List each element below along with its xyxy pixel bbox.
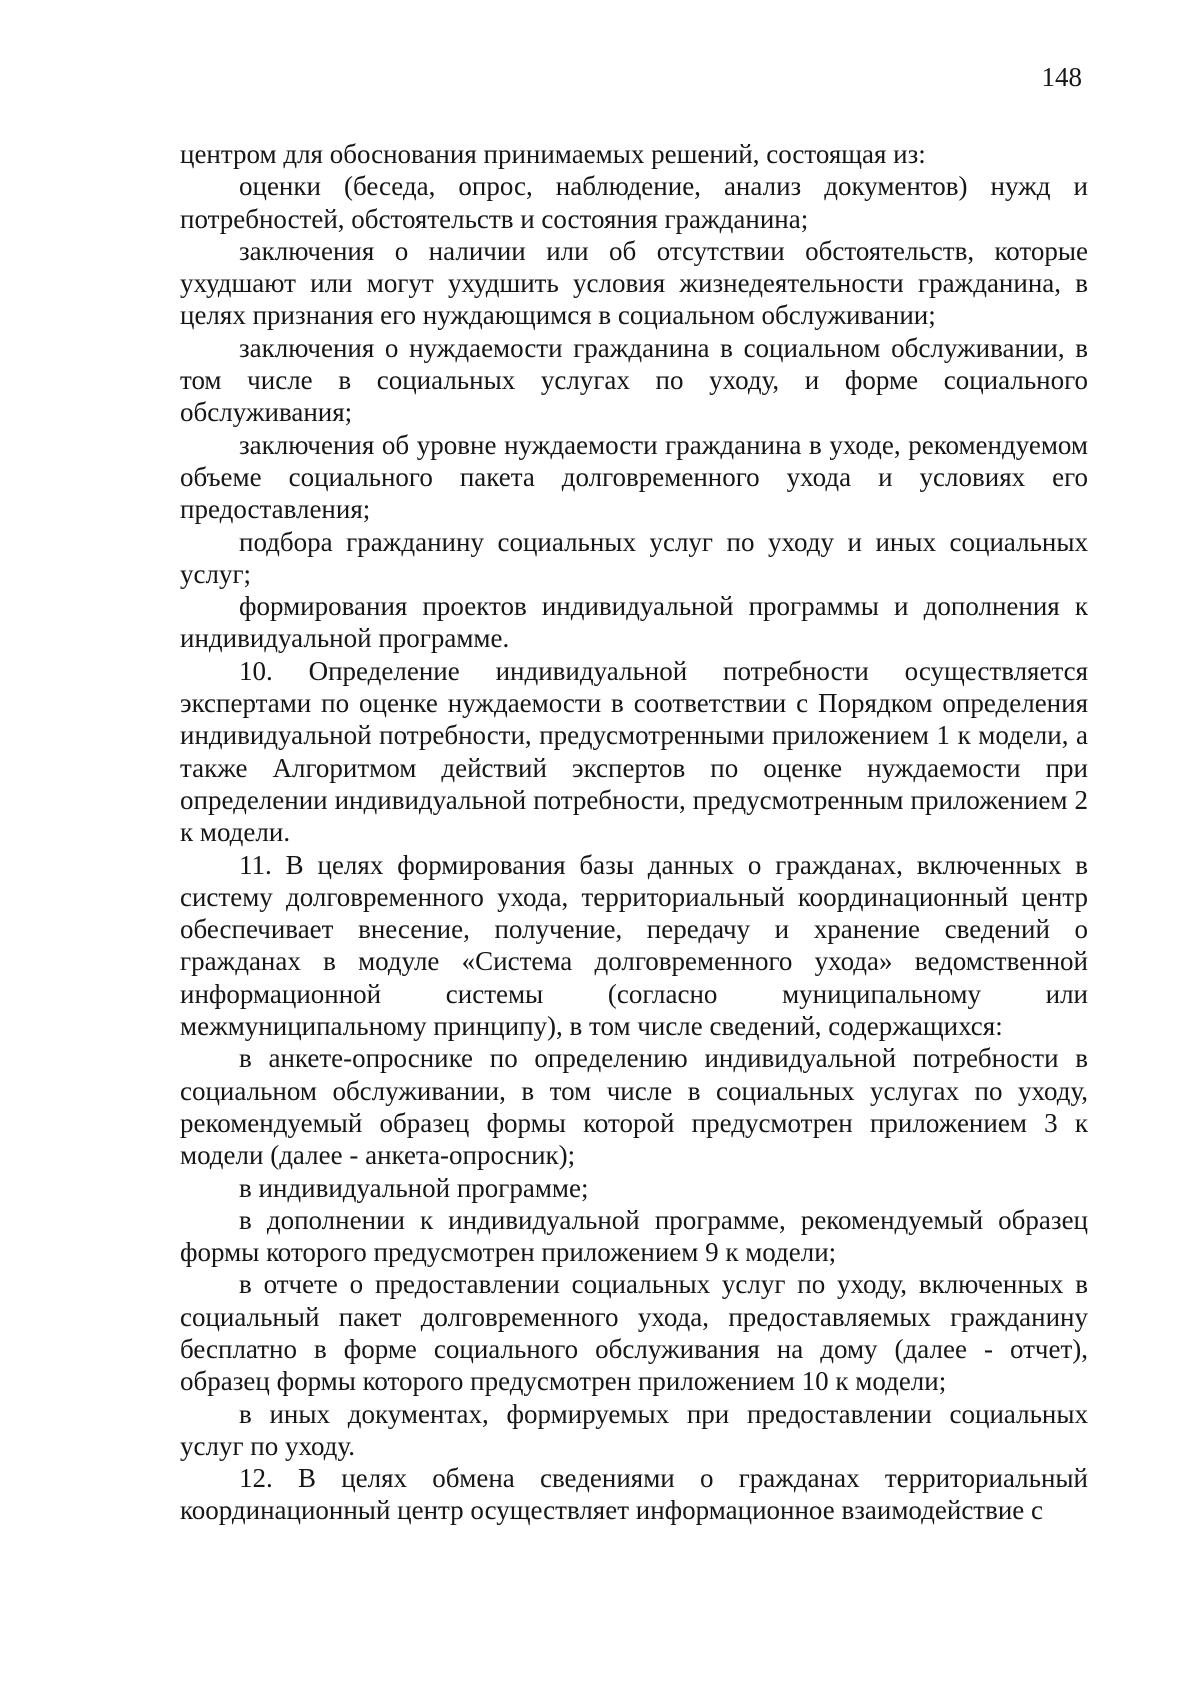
paragraph-assessment: оценки (беседа, опрос, наблюдение, анализ документов) нужд и потребностей, обстоятельств и состояния гражданина; xyxy=(180,171,1088,234)
paragraph-services-selection: подбора гражданину социальных услуг по уходу и иных социальных услуг; xyxy=(180,526,1088,589)
paragraph-program-drafts: формирования проектов индивидуальной программы и дополнения к индивидуальной программе. xyxy=(180,591,1088,654)
paragraph-individual-program: в индивидуальной программе; xyxy=(239,1172,589,1203)
paragraph-other-documents: в иных документах, формируемых при предоставлении социальных услуг по уходу. xyxy=(180,1398,1088,1461)
paragraph-report: в отчете о предоставлении социальных услуг по уходу, включенных в социальный пакет долговременного ухода, предоставляемых гражданину бесплатно в форме социального обслуживания на дому (далее - отчет), образец формы которого предусмотрен приложением 10 к модели; xyxy=(180,1269,1088,1397)
paragraph-item-12: 12. В целях обмена сведениями о гражданах территориальный координационный центр осуществляет информационное взаимодействие с xyxy=(180,1463,1088,1526)
paragraph-care-level-conclusion: заключения об уровне нуждаемости гражданина в уходе, рекомендуемом объеме социального пакета долговременного ухода и условиях его предоставления; xyxy=(180,429,1088,525)
document-body xyxy=(180,138,1088,1527)
paragraph-item-10: 10. Определение индивидуальной потребности осуществляется экспертами по оценке нуждаемости в соответствии с Порядком определения индивидуальной потребности, предусмотренными приложением 1 к модели, а также Алгоритмом действий экспертов по оценке нуждаемости при определении индивидуальной потребности, предусмотренным приложением 2 к модели. xyxy=(180,655,1088,848)
page-number: 148 xyxy=(1041,62,1082,92)
paragraph-need-conclusion: заключения о нуждаемости гражданина в социальном обслуживании, в том числе в социальных услугах по уходу, и форме социального обслуживания; xyxy=(180,332,1088,428)
paragraph-questionnaire: в анкете-опроснике по определению индивидуальной потребности в социальном обслуживании, в том числе в социальных услугах по уходу, рекомендуемый образец формы которой предусмотрен приложением 3 к модели (далее - анкета-опросник); xyxy=(180,1043,1088,1171)
paragraph-continuation: центром для обоснования принимаемых решений, состоящая из: xyxy=(180,139,926,169)
paragraph-item-11: 11. В целях формирования базы данных о гражданах, включенных в систему долговременного ухода, территориальный координационный центр обеспечивает внесение, получение, передачу и хранение сведений о гражданах в модуле «Система долговременного ухода» ведомственной информационной системы (согласно муниципальному или межмуниципальному принципу), в том числе сведений, содержащихся: xyxy=(180,849,1088,1042)
paragraph-program-supplement: в дополнении к индивидуальной программе, рекомендуемый образец формы которого предусмотрен приложением 9 к модели; xyxy=(180,1204,1088,1268)
paragraph-circumstances-conclusion: заключения о наличии или об отсутствии обстоятельств, которые ухудшают или могут ухудшить условия жизнедеятельности гражданина, в целях признания его нуждающимся в социальном обслуживании; xyxy=(180,235,1088,331)
